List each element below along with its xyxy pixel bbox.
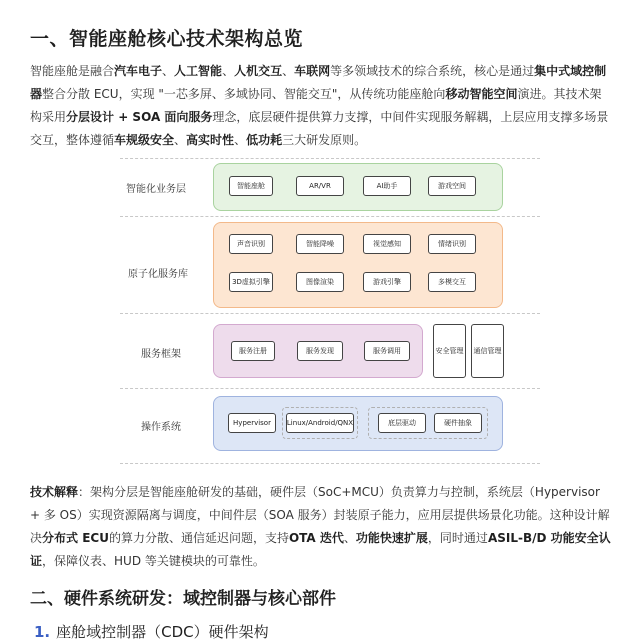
diagram-box: 视觉感知	[363, 234, 411, 254]
diagram-box: 服务调用	[364, 341, 410, 361]
diagram-box: 情绪识别	[428, 234, 476, 254]
diagram-box: AR/VR	[296, 176, 344, 196]
diagram-box: 图像渲染	[296, 272, 344, 292]
subsection-number: 1.	[34, 623, 51, 640]
subsection-label: 座舱域控制器（CDC）硬件架构	[56, 623, 269, 640]
layer-label-atomic: 原子化服务库	[128, 269, 188, 280]
diagram-box: 服务注册	[231, 341, 275, 361]
diagram-box: 游戏空间	[428, 176, 476, 196]
diagram-divider	[120, 216, 540, 217]
diagram-box: 智能降噪	[296, 234, 344, 254]
diagram-side-box: 安全管理	[433, 324, 466, 378]
section-title-1: 一、智能座舱核心技术架构总览	[30, 28, 304, 50]
diagram-side-box: 通信管理	[471, 324, 504, 378]
diagram-box: 游戏引擎	[363, 272, 411, 292]
layer-label-framework: 服务框架	[141, 349, 181, 360]
diagram-box: 硬件抽象	[434, 413, 482, 433]
diagram-box: Hypervisor	[228, 413, 276, 433]
diagram-box: 智能座舱	[229, 176, 273, 196]
diagram-divider	[120, 388, 540, 389]
diagram-box: 声音识别	[229, 234, 273, 254]
diagram-box: 服务发现	[297, 341, 343, 361]
intro-paragraph: 智能座舱是融合汽车电子、人工智能、人机交互、车联网等多领域技术的综合系统，核心是通过集中式域控制器整合分散 ECU，实现 "一芯多屏、多域协同、智能交互"，从传统功能座舱向移动智能空间演进。其技术架构采用分层设计 + SOA 面向服务理念，底层硬件提供算力支撑，中间件实现服务解耦，上层应用支撑多场景交互，整体遵循车规级安全、高实时性、低功耗三大研发原则。	[30, 64, 609, 147]
diagram-box: 底层驱动	[378, 413, 426, 433]
subsection-title	[34, 621, 269, 640]
explanation-paragraph: 技术解释：架构分层是智能座舱研发的基础，硬件层（SoC+MCU）负责算力与控制，系统层（Hypervisor + 多 OS）实现资源隔离与调度，中间件层（SOA 服务）封装原子能力，应用层提供场景化功能。这种设计解决分布式 ECU的算力分散、通信延迟问题，支持OTA 迭代、功能快速扩展，同时通过ASIL-B/D 功能安全认证，保障仪表、HUD 等关键模块的可靠性。	[30, 485, 611, 568]
section-title-2: 二、硬件系统研发：域控制器与核心部件	[30, 589, 336, 609]
diagram-box: 多模交互	[428, 272, 476, 292]
diagram-box: AI助手	[363, 176, 411, 196]
diagram-box: 3D虚拟引擎	[229, 272, 273, 292]
layer-label-os: 操作系统	[141, 422, 181, 433]
diagram-divider	[120, 313, 540, 314]
diagram-box: Linux/Android/QNX	[286, 413, 354, 433]
layer-label-business: 智能化业务层	[126, 184, 186, 195]
